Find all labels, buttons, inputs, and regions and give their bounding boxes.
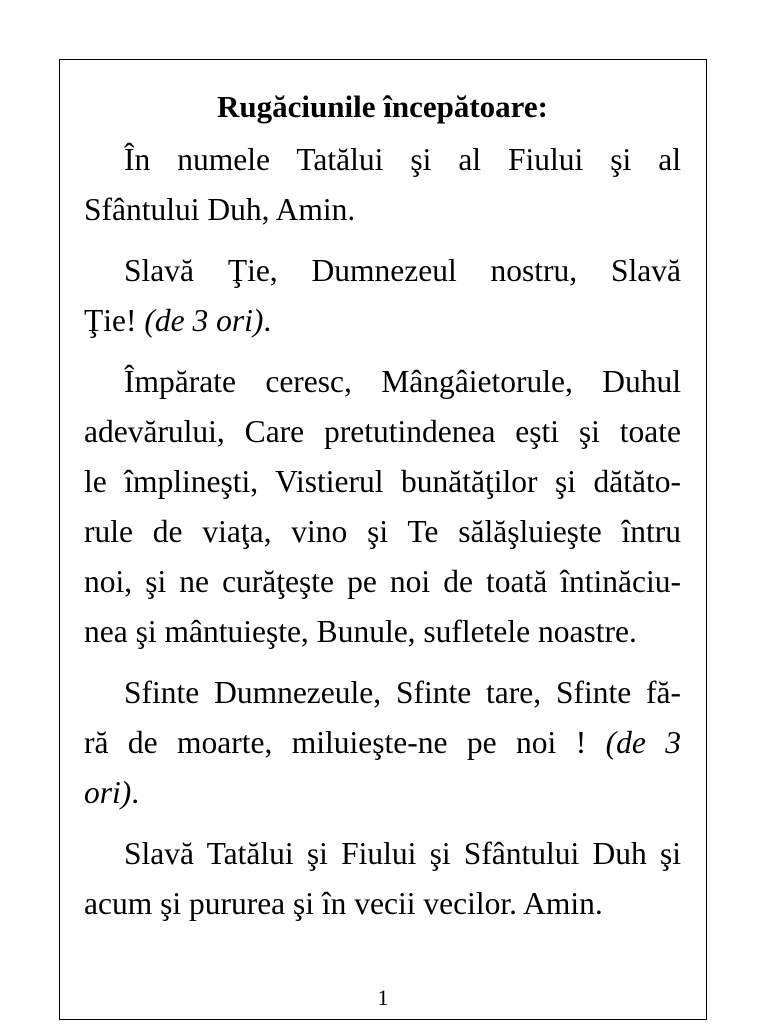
italic-note: (de 3 ori) (144, 303, 264, 338)
text-segment: noi, şi ne curăţeşte pe noi de toată întinăciu- (84, 564, 681, 599)
prayer-text (84, 135, 681, 929)
text-segment: . (131, 775, 140, 810)
text-segment: Împărate ceresc, Mângâietorule, Duhul (124, 364, 681, 399)
paragraph (84, 357, 681, 657)
paragraph (84, 246, 681, 346)
text-line (84, 607, 681, 657)
page-frame (59, 59, 707, 1020)
text-segment: Sfântului Duh, Amin. (84, 192, 356, 227)
text-line (84, 557, 681, 607)
text-line (84, 296, 681, 346)
page-number: 1 (377, 985, 389, 1010)
italic-note: (de 3 (605, 725, 681, 760)
text-segment: Sfinte Dumnezeule, Sfinte tare, Sfinte fă- (124, 675, 681, 710)
text-line (84, 457, 681, 507)
text-line (84, 507, 681, 557)
page-content (84, 82, 681, 940)
text-segment: . (263, 303, 272, 338)
text-segment: Slavă Ţie, Dumnezeul nostru, Slavă (124, 253, 681, 288)
text-line (84, 246, 681, 296)
text-line (84, 357, 681, 407)
text-line (84, 879, 681, 929)
paragraph (84, 135, 681, 235)
text-line (84, 185, 681, 235)
italic-note: ori) (84, 775, 132, 810)
text-segment: rule de viaţa, vino şi Te sălăşluieşte întru (84, 514, 681, 549)
paragraph (84, 829, 681, 929)
text-segment: acum şi pururea şi în vecii vecilor. Amin. (84, 886, 603, 921)
text-line (84, 668, 681, 718)
text-segment: nea şi mântuieşte, Bunule, sufletele noastre. (84, 614, 637, 649)
text-line (84, 407, 681, 457)
paragraph (84, 668, 681, 818)
text-segment: adevărului, Care pretutindenea eşti şi toate (84, 414, 681, 449)
text-line (84, 768, 681, 818)
text-segment: le împlineşti, Vistierul bunătăţilor şi dătăto- (84, 464, 681, 499)
text-line (84, 718, 681, 768)
text-segment: Slavă Tatălui şi Fiului şi Sfântului Duh şi (124, 836, 681, 871)
text-segment: ră de moarte, miluieşte-ne pe noi ! (84, 725, 606, 760)
page-heading: Rugăciunile începătoare: (217, 89, 548, 124)
text-segment: Ţie! (84, 303, 145, 338)
text-segment: În numele Tatălui şi al Fiului şi al (124, 142, 681, 177)
text-line (84, 135, 681, 185)
text-line (84, 829, 681, 879)
